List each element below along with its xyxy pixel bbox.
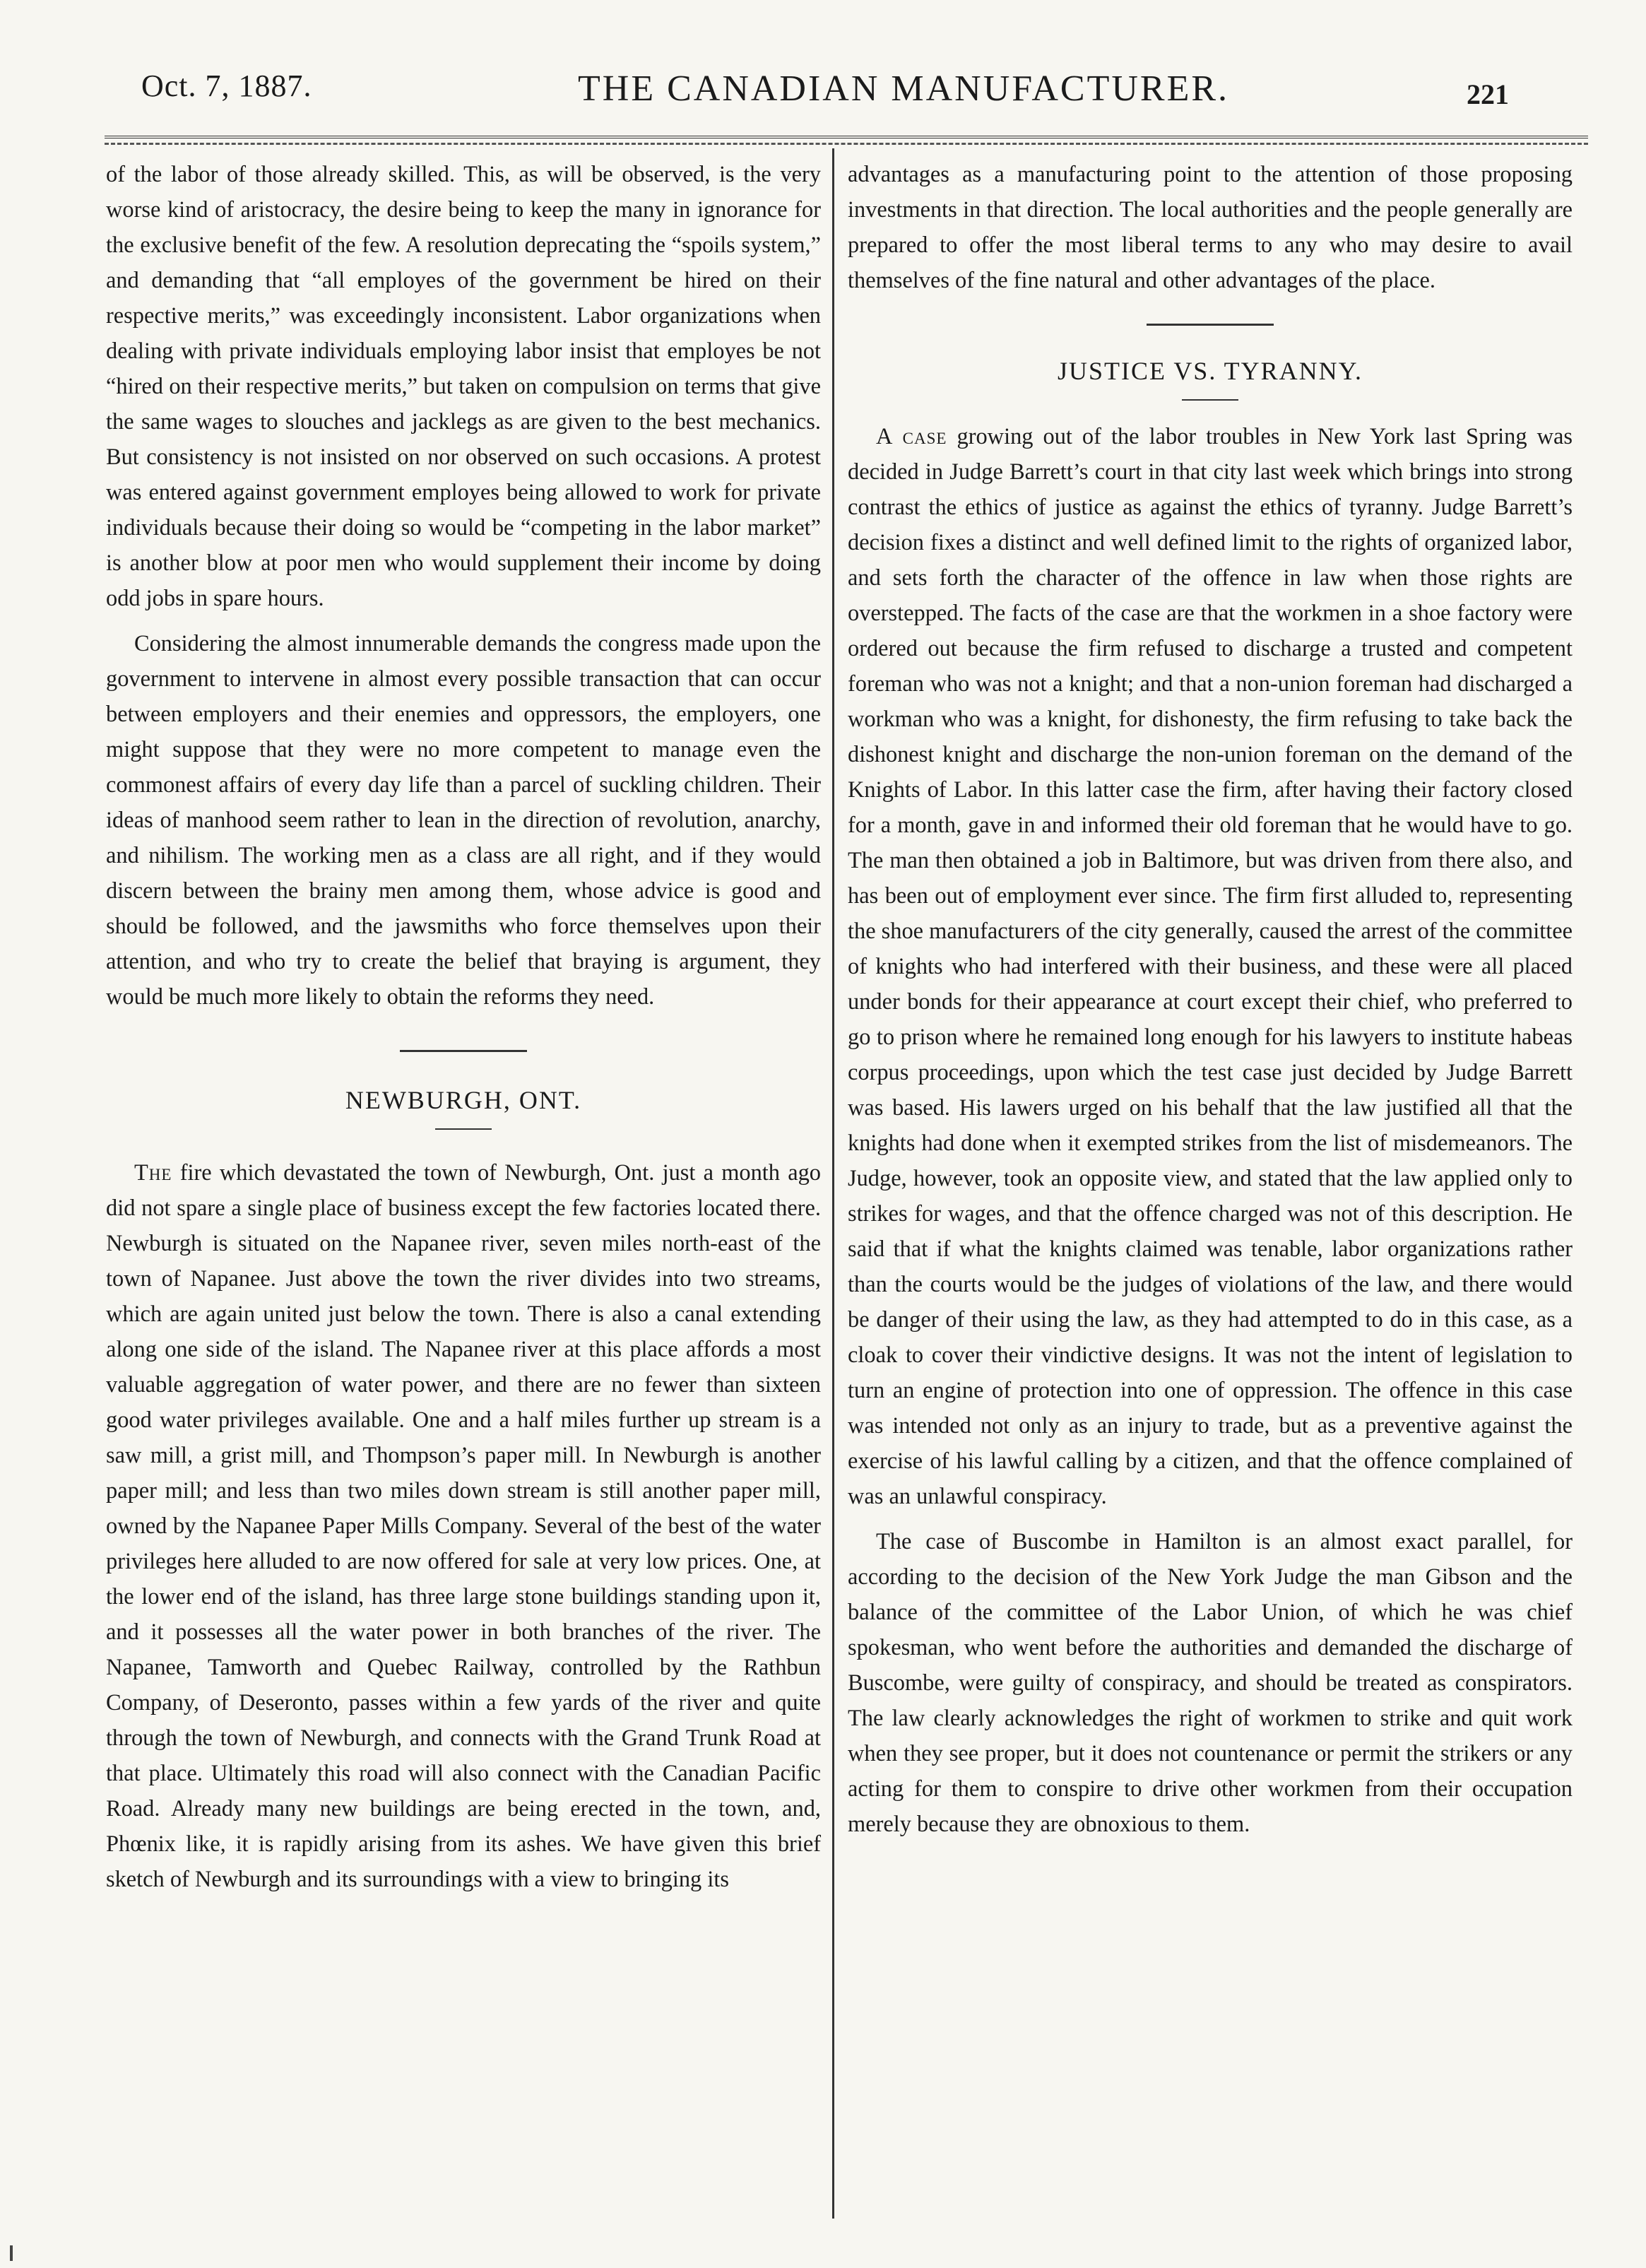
header-rule-dashed [105,143,1588,145]
article-paragraph: The case of Buscombe in Hamilton is an almost exact parallel, for according to the decision of the New York Judge the man Gibson and the balance of the committee of the Labor Union, of which he was chief spokesman, who went before the authorities and demanded the discharge of Buscombe, were guilty of conspiracy, and should be treated as conspirators. The law clearly acknowledges the right of workmen to strike and quit work when they see proper, but it does not countenance or permit the strikers or any acting for them to conspire to drive other workmen from their occupation merely because they are obnoxious to them. [848,1529,1573,1837]
article-paragraph [848,419,1573,1514]
section-divider-short [435,1128,492,1130]
section-divider [400,1050,527,1052]
publication-title: THE CANADIAN MANUFACTURER. [578,69,1230,109]
lead-word: A case [876,424,947,449]
section-heading-newburgh: NEWBURGH, ONT. [345,1086,582,1114]
column-divider [832,148,834,2219]
article-paragraph: of the labor of those already skilled. This, as will be observed, is the very worse kind of aristocracy, the desire being to keep the many in ignorance for the exclusive benefit of the few. A resolution deprecating the “spoils system,” and demanding that “all employes of the government be hired on their respective merits,” was exceedingly inconsistent. Labor organizations when dealing with private individuals employing labor insist that employes be not “hired on their respective merits,” but taken on compulsion on terms that give the same wages to slouches and jacklegs as are given to the best mechanics. But consistency is not insisted on nor observed on such occasions. A protest was entered against government employes being allowed to work for private individuals because their doing so would be “competing in the labor market” is another blow at poor men who would supplement their income by doing odd jobs in spare hours. [106,162,821,611]
article-paragraph [106,1155,821,1897]
page-number: 221 [1467,78,1509,110]
section-divider-short [1182,399,1238,401]
paragraph-body: fire which devastated the town of Newburgh, Ont. just a month ago did not spare a single place of business except the few factories located there. Newburgh is situated on the Napanee river, seven miles north-east of the town of Napanee. Just above the town the river divides into two streams, which are again united just below the town. There is also a canal extending along one side of the island. The Napanee river at this place affords a most valuable aggregation of water power, and there are no fewer than sixteen good water privileges available. One and a half miles further up stream is a saw mill, a grist mill, and Thompson’s paper mill. In Newburgh is another paper mill; and less than two miles down stream is still another paper mill, owned by the Napanee Paper Mills Company. Several of the best of the water privileges here alluded to are now offered for sale at very low prices. One, at the lower end of the island, has three large stone buildings standing upon it, and it possesses all the water power in both branches of the river. The Napanee, Tamworth and Quebec Railway, controlled by the Rathbun Company, of Deseronto, passes within a few yards of the river and quite through the town of Newburgh, and connects with the Grand Trunk Road at that place. Ultimately this road will also connect with the Canadian Pacific Road. Already many new buildings are being erected in the town, and, Phœnix like, it is rapidly arising from its ashes. We have given this brief sketch of Newburgh and its surroundings with a view to bringing its [106,1160,821,1892]
header-rule [105,136,1588,138]
section-heading-justice: JUSTICE VS. TYRANNY. [1057,357,1363,385]
left-column [106,157,821,1897]
article-paragraph: advantages as a manufacturing point to the attention of those proposing investments in that direction. The local authorities and the people generally are prepared to offer the most liberal terms to any who may desire to avail themselves of the fine natural and other advantages of the place. [848,162,1573,293]
section-divider [1147,324,1274,326]
page-header [0,68,1646,124]
margin-mark [10,2245,13,2261]
article-paragraph: Considering the almost innumerable demands the congress made upon the government to intervene in almost every possible transaction that can occur between employers and their enemies and oppressors, the employers, one might suppose that they were no more competent to manage even the commonest affairs of every day life than a parcel of suckling children. Their ideas of manhood seem rather to lean in the direction of revolution, anarchy, and nihilism. The working men as a class are all right, and if they would discern between the brainy men among them, whose advice is good and should be followed, and the jawsmiths who force themselves upon their attention, and who try to create the belief that braying is argument, they would be much more likely to obtain the reforms they need. [106,631,821,1010]
right-column [848,157,1573,1842]
lead-word: The [134,1160,172,1186]
issue-date: Oct. 7, 1887. [141,69,312,103]
paragraph-body: growing out of the labor troubles in New York last Spring was decided in Judge Barrett’s court in that city last week which brings into strong contrast the ethics of justice as against the ethics of tyranny. Judge Barrett’s decision fixes a distinct and well defined limit to the rights of organized labor, and sets forth the character of the offence in law when those rights are overstepped. The facts of the case are that the workmen in a shoe factory were ordered out because the firm refused to discharge a trusted and competent foreman who was not a knight; and that a non-union foreman had discharged a workman who was a knight, for dishonesty, the firm refusing to take back the dishonest knight and discharge the non-union foreman on the demand of the Knights of Labor. In this latter case the firm, after having their factory closed for a month, gave in and informed their old foreman that he would have to go. The man then obtained a job in Baltimore, but was driven from there also, and has been out of employment ever since. The firm first alluded to, representing the shoe manufacturers of the city generally, caused the arrest of the committee of knights who had interfered with their business, and these were all placed under bonds for their appearance at court except their chief, who preferred to go to prison where he remained long enough for his lawyers to institute habeas corpus proceedings, upon which the test case just decided by Judge Barrett was based. His lawers urged on his behalf that the law justified all that the knights had done when it exempted strikes from the list of misdemeanors. The Judge, however, took an opposite view, and stated that the law applied only to strikes for wages, and that the offence charged was not of this description. He said that if what the knights claimed was tenable, labor organizations rather than the courts would be the judges of violations of the law, and there would be danger of their using the law, as they had attempted to do in this case, as a cloak to cover their vindictive designs. It was not the intent of legislation to turn an engine of protection into one of oppression. The offence in this case was intended not only as an injury to trade, but as a preventive against the exercise of his lawful calling by a citizen, and that the offence complained of was an unlawful conspiracy. [848,424,1573,1509]
